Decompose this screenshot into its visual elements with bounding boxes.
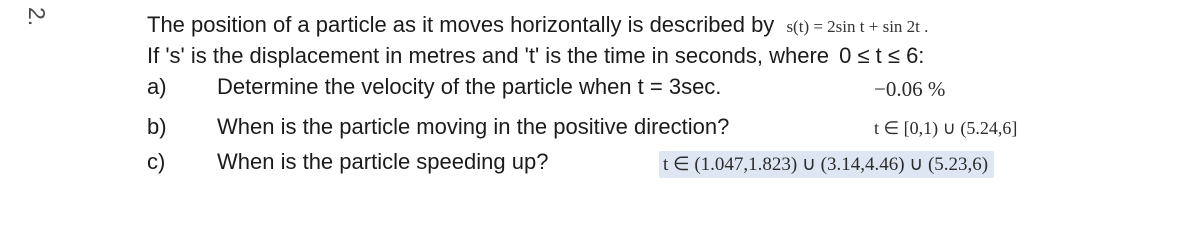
part-c-answer: t ∈ (1.047,1.823) ∪ (3.14,4.46) ∪ (5.23,6): [659, 151, 994, 178]
part-a-label: a): [147, 74, 167, 99]
part-c-label: c): [147, 149, 166, 174]
part-a-text: Determine the velocity of the particle when t = 3sec.: [217, 74, 722, 99]
question-stem-line-2: [147, 43, 924, 69]
question-stem-line-1: [147, 12, 928, 38]
domain-inequality: 0 ≤ t ≤ 6:: [839, 43, 925, 68]
part-c-text: When is the particle speeding up?: [217, 149, 549, 174]
part-b-label: b): [147, 114, 167, 139]
part-b-text: When is the particle moving in the positive direction?: [217, 114, 730, 139]
stem-text-1: The position of a particle as it moves horizontally is described by: [147, 12, 775, 37]
part-a-answer: −0.06 %: [874, 77, 946, 101]
stem-text-2: If 's' is the displacement in metres and 't' is the time in seconds, where: [147, 43, 829, 68]
part-b-answer: t ∈ [0,1) ∪ (5.24,6]: [874, 118, 1018, 138]
position-function: s(t) = 2sin t + sin 2t .: [786, 17, 929, 36]
question-number: 2.: [24, 7, 50, 27]
